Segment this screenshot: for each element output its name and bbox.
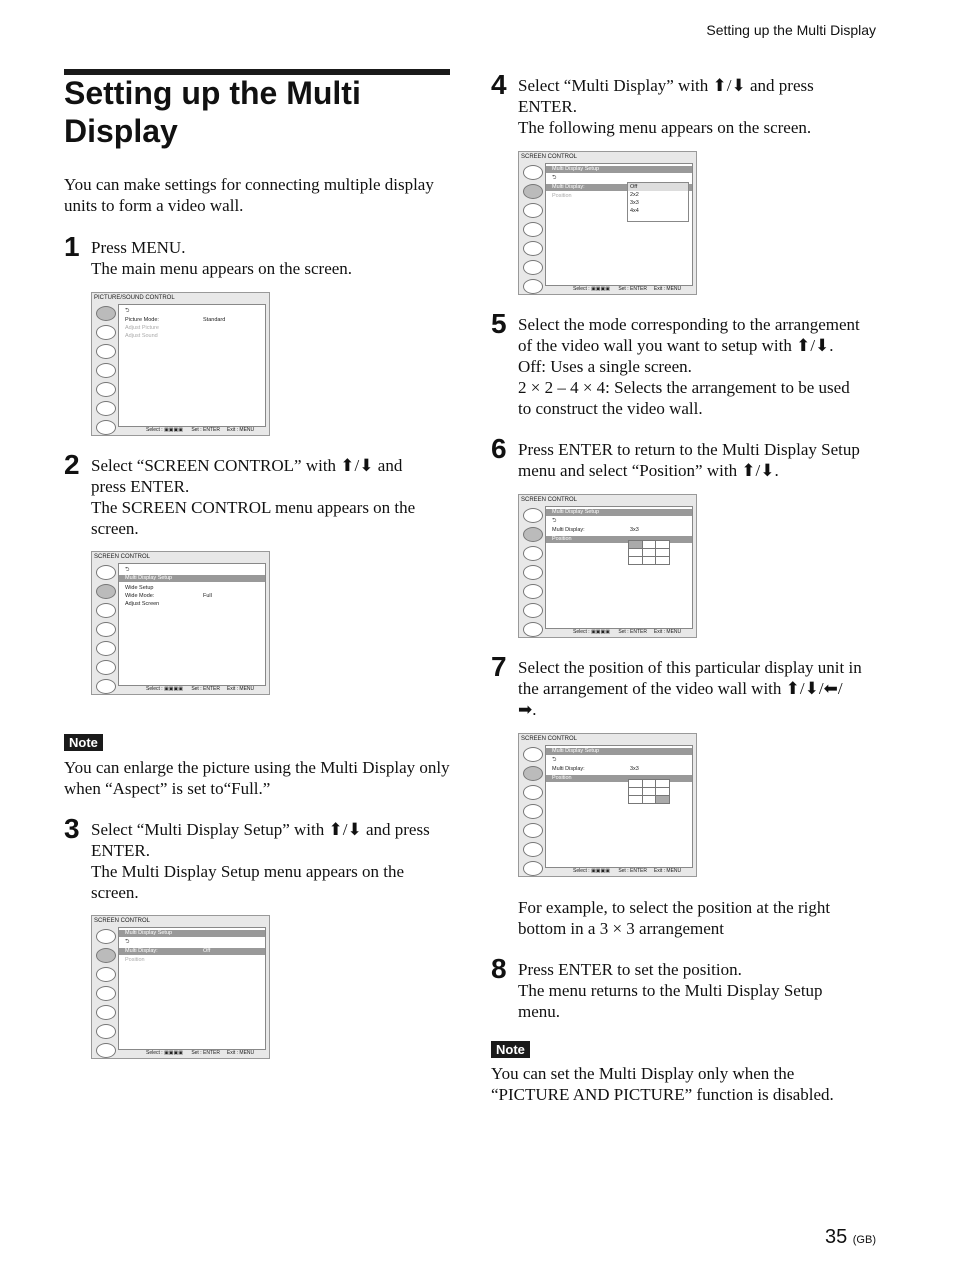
timer-icon <box>523 603 543 618</box>
step-number: 8 <box>491 953 507 984</box>
step-number: 1 <box>64 231 80 262</box>
dropdown-option: Off <box>628 183 688 191</box>
step-line: menu and select “Position” with ⬆/⬇. <box>518 461 779 480</box>
step-text <box>518 959 823 1022</box>
menu-panel <box>118 304 266 427</box>
lock-icon <box>523 622 543 637</box>
menu-panel <box>118 563 266 686</box>
timer-icon <box>96 401 116 416</box>
step-line: ➡. <box>518 700 537 719</box>
menu-icon-column <box>521 745 543 870</box>
step-text <box>518 75 814 138</box>
multi-display-dropdown <box>627 182 689 222</box>
step-line: Press ENTER to return to the Multi Display Setup <box>518 440 860 459</box>
picture-sound-icon <box>523 747 543 762</box>
menu-footer: Select : ▣▣▣▣ Set : ENTER Exit : MENU <box>573 629 682 635</box>
return-icon: ⮌ <box>552 757 557 763</box>
step-line: Off: Uses a single screen. <box>518 357 692 376</box>
menu-icon-column <box>521 163 543 288</box>
menu-footer: Select : ▣▣▣▣ Set : ENTER Exit : MENU <box>146 427 255 433</box>
step-line: screen. <box>91 883 139 902</box>
return-icon: ⮌ <box>552 518 557 524</box>
input-icon <box>523 785 543 800</box>
menu-panel <box>545 506 693 629</box>
timer-icon <box>523 260 543 275</box>
return-icon: ⮌ <box>125 567 130 573</box>
screen-icon <box>523 527 543 542</box>
options-icon <box>96 1005 116 1020</box>
options-icon <box>96 641 116 656</box>
menu-header: SCREEN CONTROL <box>521 154 578 160</box>
menu-row: Wide Setup <box>125 585 154 591</box>
timer-icon <box>523 842 543 857</box>
screen-icon <box>523 766 543 781</box>
page-title: Setting up the Multi Display <box>64 75 361 149</box>
menu-row: Picture Mode: Standard <box>125 317 226 323</box>
input-icon <box>96 344 116 359</box>
step-line: of the video wall you want to setup with ⬆/⬇. <box>518 336 834 355</box>
menu-position-select <box>518 494 697 638</box>
step-line: press ENTER. <box>91 477 190 496</box>
menu-row: Position <box>125 957 145 963</box>
step-text <box>518 439 860 481</box>
menu-row-selected: Multi Display: <box>546 184 692 191</box>
menu-header: SCREEN CONTROL <box>94 554 151 560</box>
options-icon <box>523 584 543 599</box>
menu-position-bottom-right <box>518 733 697 877</box>
screen-icon <box>96 948 116 963</box>
menu-row-selected: Position <box>546 775 692 782</box>
menu-icon-column <box>94 927 116 1052</box>
position-grid <box>628 540 670 565</box>
dropdown-option: 3x3 <box>630 200 639 206</box>
step-line: Select the mode corresponding to the arrangement <box>518 315 860 334</box>
menu-icon-column <box>94 304 116 429</box>
dropdown-option: 4x4 <box>630 208 639 214</box>
menu-header: SCREEN CONTROL <box>94 918 151 924</box>
picture-sound-icon <box>96 929 116 944</box>
menu-footer: Select : ▣▣▣▣ Set : ENTER Exit : MENU <box>146 1050 255 1056</box>
step-line: The Multi Display Setup menu appears on the <box>91 862 405 881</box>
input-icon <box>523 203 543 218</box>
note-badge: Note <box>64 734 103 751</box>
options-icon <box>523 823 543 838</box>
menu-row-selected: Multi Display: Off <box>119 948 265 955</box>
step-text <box>91 237 352 279</box>
picture-sound-icon <box>523 508 543 523</box>
step-line: Select “Multi Display Setup” with ⬆/⬇ and press <box>91 820 430 839</box>
menu-header: SCREEN CONTROL <box>521 736 578 742</box>
step-number: 7 <box>491 651 507 682</box>
step-line: Select “SCREEN CONTROL” with ⬆/⬇ and <box>91 456 403 475</box>
step-text <box>91 819 430 903</box>
menu-footer: Select : ▣▣▣▣ Set : ENTER Exit : MENU <box>573 286 682 292</box>
menu-row: Adjust Screen <box>125 601 160 607</box>
input-icon <box>96 967 116 982</box>
menu-icon-column <box>521 506 543 631</box>
note-text: You can set the Multi Display only when the “PICTURE AND PICTURE” function is disabled. <box>491 1064 834 1104</box>
step-line: The following menu appears on the screen. <box>518 118 812 137</box>
timer-icon <box>96 1024 116 1039</box>
menu-multi-display-setup <box>91 915 270 1059</box>
step-line: 2 × 2 – 4 × 4: Selects the arrangement to be used <box>518 378 850 397</box>
step-line: Select the position of this particular display unit in <box>518 658 862 677</box>
step-number: 4 <box>491 69 507 100</box>
menu-icon-column <box>94 563 116 688</box>
intro-paragraph: You can make settings for connecting multiple display units to form a video wall. <box>64 175 434 215</box>
return-icon: ⮌ <box>125 939 130 945</box>
step-text <box>91 455 415 539</box>
step-line: ENTER. <box>518 97 578 116</box>
menu-row: Multi Display: 3x3 <box>552 766 639 772</box>
lock-icon <box>96 1043 116 1058</box>
step-number: 2 <box>64 449 80 480</box>
lock-icon <box>96 420 116 435</box>
step-text <box>518 314 860 419</box>
page-number: 35 (GB) <box>824 1226 876 1248</box>
screen-icon <box>96 584 116 599</box>
note-badge: Note <box>491 1041 530 1058</box>
note-text: You can enlarge the picture using the Multi Display only when “Aspect” is set to“Full.” <box>64 758 450 798</box>
menu-panel <box>545 163 693 286</box>
menu-header: SCREEN CONTROL <box>521 497 578 503</box>
input-icon <box>96 603 116 618</box>
screen-icon <box>96 325 116 340</box>
menu-title-row: Multi Display Setup <box>546 748 692 755</box>
menu-screen-picture-sound <box>91 292 270 436</box>
screen-icon <box>523 184 543 199</box>
setup-icon <box>523 565 543 580</box>
step-line: ENTER. <box>91 841 151 860</box>
menu-screen-control <box>91 551 270 695</box>
step-line: The menu returns to the Multi Display Setup <box>518 981 823 1000</box>
dropdown-option: 2x2 <box>630 192 639 198</box>
options-icon <box>96 382 116 397</box>
return-icon: ⮌ <box>552 175 557 181</box>
setup-icon <box>96 986 116 1001</box>
step-line: the arrangement of the video wall with ⬆/⬇/⬅/ <box>518 679 843 698</box>
position-grid <box>628 779 670 804</box>
picture-sound-icon <box>523 165 543 180</box>
menu-footer: Select : ▣▣▣▣ Set : ENTER Exit : MENU <box>146 686 255 692</box>
picture-sound-icon <box>96 306 116 321</box>
menu-title-row: Multi Display Setup <box>119 930 265 937</box>
timer-icon <box>96 660 116 675</box>
menu-panel <box>545 745 693 868</box>
menu-row-selected: Multi Display Setup <box>119 575 265 582</box>
menu-title-row: Multi Display Setup <box>546 509 692 516</box>
return-icon: ⮌ <box>125 308 130 314</box>
lock-icon <box>523 279 543 294</box>
menu-footer: Select : ▣▣▣▣ Set : ENTER Exit : MENU <box>573 868 682 874</box>
step-line: The main menu appears on the screen. <box>91 259 353 278</box>
running-header: Setting up the Multi Display <box>706 22 876 38</box>
step-line: to construct the video wall. <box>518 399 703 418</box>
menu-multi-display-options <box>518 151 697 295</box>
menu-row: Adjust Picture <box>125 325 159 331</box>
menu-row: Adjust Sound <box>125 333 158 339</box>
step-line: screen. <box>91 519 139 538</box>
step-line: Select “Multi Display” with ⬆/⬇ and press <box>518 76 814 95</box>
example-paragraph: For example, to select the position at the right bottom in a 3 × 3 arrangement <box>518 898 831 938</box>
menu-header: PICTURE/SOUND CONTROL <box>94 295 175 301</box>
menu-row: Position <box>552 193 572 199</box>
menu-title-row: Multi Display Setup <box>546 166 692 173</box>
setup-icon <box>523 804 543 819</box>
step-line: menu. <box>518 1002 561 1021</box>
setup-icon <box>96 622 116 637</box>
options-icon <box>523 241 543 256</box>
menu-row-selected: Position <box>546 536 692 543</box>
menu-row: Wide Mode: Full <box>125 593 212 599</box>
step-number: 6 <box>491 433 507 464</box>
setup-icon <box>523 222 543 237</box>
setup-icon <box>96 363 116 378</box>
input-icon <box>523 546 543 561</box>
step-text <box>518 657 862 720</box>
step-line: The SCREEN CONTROL menu appears on the <box>91 498 416 517</box>
menu-panel <box>118 927 266 1050</box>
step-number: 3 <box>64 813 80 844</box>
lock-icon <box>96 679 116 694</box>
lock-icon <box>523 861 543 876</box>
picture-sound-icon <box>96 565 116 580</box>
step-number: 5 <box>491 308 507 339</box>
step-line: Press MENU. <box>91 238 186 257</box>
menu-row: Multi Display: 3x3 <box>552 527 639 533</box>
step-line: Press ENTER to set the position. <box>518 960 742 979</box>
